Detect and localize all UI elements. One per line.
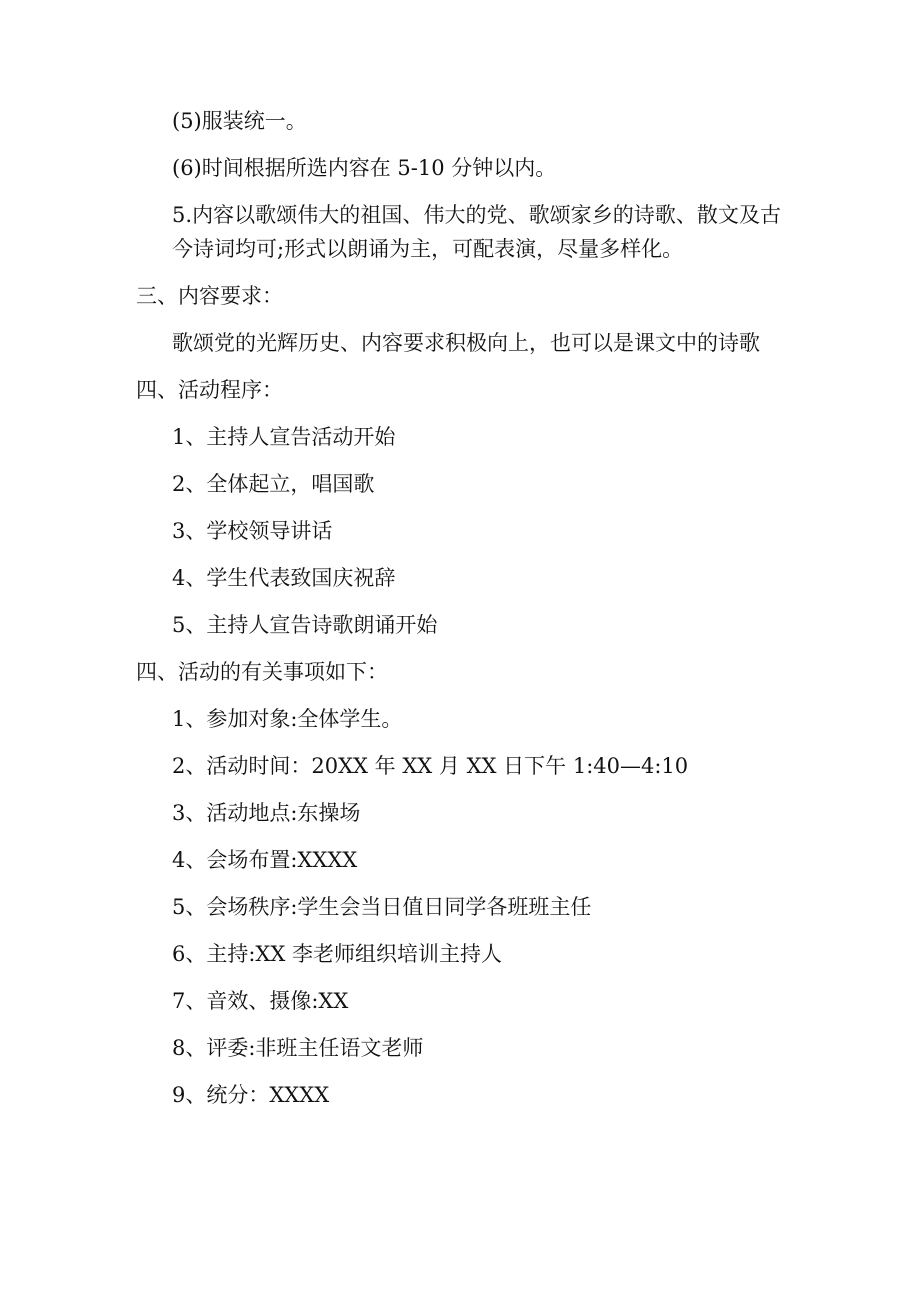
list-item <box>136 467 781 501</box>
document-body <box>136 104 781 1125</box>
list-item <box>136 104 781 138</box>
list-item <box>136 937 781 971</box>
text-line: 1、主持人宣告活动开始 <box>172 425 396 449</box>
text-line: 7、音效、摄像:XX <box>172 989 349 1013</box>
list-item <box>136 608 781 642</box>
paragraph <box>136 326 781 360</box>
text-line: 5、会场秩序:学生会当日值日同学各班班主任 <box>172 895 592 919</box>
list-item <box>136 702 781 736</box>
text-line: 1、参加对象:全体学生。 <box>172 707 403 731</box>
list-item <box>136 1031 781 1065</box>
text-line: 5、主持人宣告诗歌朗诵开始 <box>172 613 438 637</box>
section-heading <box>136 279 781 313</box>
text-line: 6、主持:XX 李老师组织培训主持人 <box>172 942 503 966</box>
text-line: 5.内容以歌颂伟大的祖国、伟大的党、歌颂家乡的诗歌、散文及古今诗词均可;形式以朗诵为主，可配表演，尽量多样化。 <box>172 203 781 261</box>
list-item <box>136 984 781 1018</box>
text-line: 4、会场布置:XXXX <box>172 848 358 872</box>
list-item <box>136 890 781 924</box>
list-item <box>136 796 781 830</box>
text-line: (6)时间根据所选内容在 5-10 分钟以内。 <box>172 156 557 180</box>
list-item <box>136 420 781 454</box>
list-item <box>136 151 781 185</box>
text-line: 9、统分：XXXX <box>172 1083 330 1107</box>
list-item <box>136 749 781 783</box>
text-line: 2、全体起立，唱国歌 <box>172 472 375 496</box>
text-line: 四、活动的有关事项如下： <box>136 660 388 684</box>
text-line: 三、内容要求： <box>136 284 283 308</box>
text-line: 2、活动时间：20XX 年 XX 月 XX 日下午 1:40—4:10 <box>172 754 689 778</box>
text-line: 四、活动程序： <box>136 378 283 402</box>
text-line: 4、学生代表致国庆祝辞 <box>172 566 396 590</box>
list-item <box>136 561 781 595</box>
list-item <box>136 843 781 877</box>
text-line: 8、评委:非班主任语文老师 <box>172 1036 424 1060</box>
text-line: 歌颂党的光辉历史、内容要求积极向上，也可以是课文中的诗歌 <box>172 331 760 355</box>
list-item <box>136 514 781 548</box>
section-heading <box>136 655 781 689</box>
section-heading <box>136 373 781 407</box>
list-item <box>136 1078 781 1112</box>
text-line: (5)服装统一。 <box>172 109 307 133</box>
text-line: 3、活动地点:东操场 <box>172 801 361 825</box>
paragraph <box>136 198 781 266</box>
text-line: 3、学校领导讲话 <box>172 519 333 543</box>
